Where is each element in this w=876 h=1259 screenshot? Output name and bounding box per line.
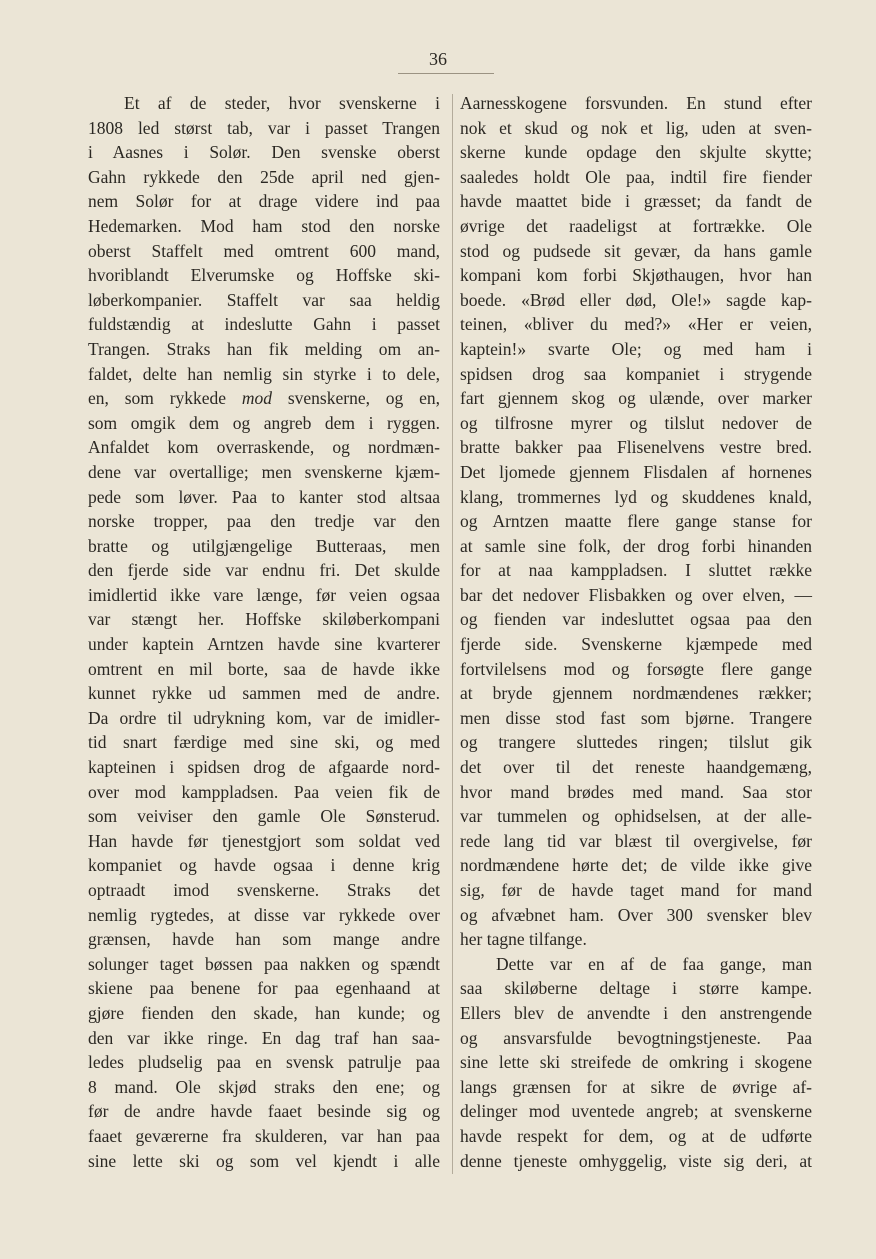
text-line: denne tjeneste omhyggelig, viste sig deri, at [460,1150,812,1171]
text-line: Dette var en af de faa gange, man [496,953,812,974]
text-line: faldet, delte han nemlig sin styrke i to dele, [88,363,440,384]
text-line: hvoriblandt Elverumske og Hoffske ski- [88,265,440,286]
text-line: oberst Staffelt med omtrent 600 mand, [88,240,440,261]
text-line: norske tropper, paa den tredje var den [88,511,440,532]
text-line: Da ordre til udrykning kom, var de imidler- [88,707,440,728]
text-line: det over til det reneste haandgemæng, [460,757,812,778]
text-line: Det ljomede gjennem Flisdalen af hornenes [460,461,812,482]
text-line: fart gjennem skog og ulænde, over marker [460,388,812,409]
text-line: nok et skud og nok et lig, uden at sven- [460,117,812,138]
text-line: tid snart færdige med sine ski, og med [88,732,440,753]
column-divider [452,94,453,1174]
text-line: sig, før de havde taget mand for mand [460,880,812,900]
text-line: ledes pludselig paa en svensk patrulje paa [88,1052,440,1073]
text-fragment: en, som rykkede [88,388,242,409]
text-line: øvrige det raadeligst at fortrække. Ole [460,215,812,236]
text-line: Han havde før tjenestgjort som soldat ved [88,830,440,851]
text-line: hvor mand brødes med mand. Saa stor [460,781,812,802]
page-number: 36 [429,49,447,69]
text-line: sine lette ski streifede de omkring i skogene [460,1052,812,1073]
text-line: Aarnesskogene forsvunden. En stund efter [460,93,812,113]
text-line: var tummelen og ophidselsen, at der alle- [460,806,812,827]
text-line: fortvilelsens mod og forsøgte flere gange [460,658,812,679]
text-line: kunnet rykke ud sammen med de andre. [88,683,440,704]
text-line: optraadt imod svenskerne. Straks det [88,880,440,900]
text-line: stod og pudsede sit gevær, da hans gamle [460,240,812,261]
text-line: skiene paa benene for paa egenhaand at [88,978,440,999]
text-line: den fjerde side var endnu fri. Det skulde [88,560,440,581]
text-line: Trangen. Straks han fik melding om an- [88,338,440,359]
text-line: bratte og utilgjængelige Butteraas, men [88,535,440,556]
text-line: kompaniet og havde ogsaa i denne krig [88,855,440,876]
text-line: fuldstændig at indeslutte Gahn i passet [88,314,440,335]
text-line: saaledes holdt Ole paa, indtil fire fiender [460,166,812,187]
text-line: spidsen drog saa kompaniet i strygende [460,363,812,384]
text-line: før de andre havde faaet besinde sig og [88,1101,440,1122]
text-line: som veiviser den gamle Ole Sønsterud. [88,806,440,827]
text-line: for at naa kamppladsen. I sluttet række [460,560,812,581]
text-line: her tagne tilfange. [460,929,587,950]
text-line: i Aasnes i Solør. Den svenske oberst [88,142,440,163]
text-line: fjerde side. Svenskerne kjæmpede med [460,634,812,655]
text-line: som omgik dem og angreb dem i ryggen. [88,412,440,433]
text-line: gjøre fienden den skade, han kunde; og [88,1002,440,1023]
text-line: grænsen, havde han som mange andre [88,929,440,950]
text-line: bar det nedover Flisbakken og over elven, — [460,584,812,605]
text-line: at samle sine folk, der drog forbi hinanden [460,535,812,556]
text-line: den var ikke ringe. En dag traf han saa- [88,1027,440,1048]
header-rule [398,73,494,74]
text-line: sine lette ski og som vel kjendt i alle [88,1150,440,1171]
text-line: og afvæbnet ham. Over 300 svensker blev [460,904,812,925]
text-line: nemlig rygtedes, at disse var rykkede over [88,904,440,925]
text-line: Gahn rykkede den 25de april ned gjen- [88,166,440,187]
text-line: Et af de steder, hvor svenskerne i [124,93,440,113]
text-line: kaptein!» svarte Ole; og med ham i [460,338,812,359]
text-line: at bryde gjennem nordmændenes rækker; [460,683,812,704]
text-line: kompani kom forbi Skjøthaugen, hvor han [460,265,812,286]
emphasized-word: mod [241,388,273,409]
text-line: og Arntzen maatte flere gange stanse for [460,511,812,532]
text-line: klang, trommernes lyd og skuddenes knald, [460,486,812,507]
text-line: 8 mand. Ole skjød straks den ene; og [88,1076,440,1097]
text-line: langs grænsen for at sikre de øvrige af- [460,1076,812,1097]
text-line: og ansvarsfulde bevogtningstjeneste. Paa [460,1027,812,1048]
text-line: løberkompanier. Staffelt var saa heldig [88,289,440,310]
text-line: delinger mod uventede angreb; at svenskerne [460,1101,812,1122]
text-line: over mod kamppladsen. Paa veien fik de [88,781,440,802]
text-line: pede som løver. Paa to kanter stod altsaa [88,486,440,507]
text-line: Ellers blev de anvendte i den anstrengende [460,1002,812,1023]
text-line: kapteinen i spidsen drog de afgaarde nord- [88,757,440,778]
text-line: dene var overtallige; men svenskerne kjæm- [88,461,440,482]
text-line: 1808 led størst tab, var i passet Trangen [88,117,440,138]
text-line: teinen, «bliver du med?» «Her er veien, [460,314,812,335]
text-line: nordmændene hørte det; de vilde ikke give [460,855,812,876]
text-line: boede. «Brød eller død, Ole!» sagde kap- [460,289,812,310]
text-fragment: svenskerne, og en, [272,388,440,409]
text-line: rede lang tid var blæst til overgivelse, før [460,830,812,851]
text-line: imidlertid ikke vare længe, før veien ogsaa [88,584,440,605]
text-line: saa skiløberne deltage i større kampe. [460,978,812,999]
text-line: og trangere sluttedes ringen; tilslut gik [460,732,812,753]
text-line: var stængt her. Hoffske skiløberkompani [88,609,440,630]
text-line: faaet geværerne fra skulderen, var han paa [88,1125,440,1146]
text-line: solunger taget bøssen paa nakken og spændt [88,953,440,974]
text-line: Anfaldet kom overraskende, og nordmæn- [88,437,440,458]
text-line: skerne kunde opdage den skjulte skytte; [460,142,812,163]
text-line: omtrent en mil borte, saa de havde ikke [88,658,440,679]
text-line [88,386,440,411]
text-line: men disse stod fast som bjørne. Trangere [460,707,812,728]
text-line: og fienden var indesluttet ogsaa paa den [460,609,812,630]
text-line: nem Solør for at drage videre ind paa [88,191,440,212]
left-column [88,91,440,1173]
text-line: og tilfrosne myrer og tilslut nedover de [460,412,812,433]
text-line: Hedemarken. Mod ham stod den norske [88,215,440,236]
text-line: havde respekt for dem, og at de udførte [460,1125,812,1146]
text-line: havde maattet bide i græsset; da fandt de [460,191,812,212]
text-line: under kaptein Arntzen havde sine kvarterer [88,634,440,655]
right-column [460,91,812,1173]
text-line: bratte bakker paa Flisenelvens vestre bred. [460,437,812,458]
